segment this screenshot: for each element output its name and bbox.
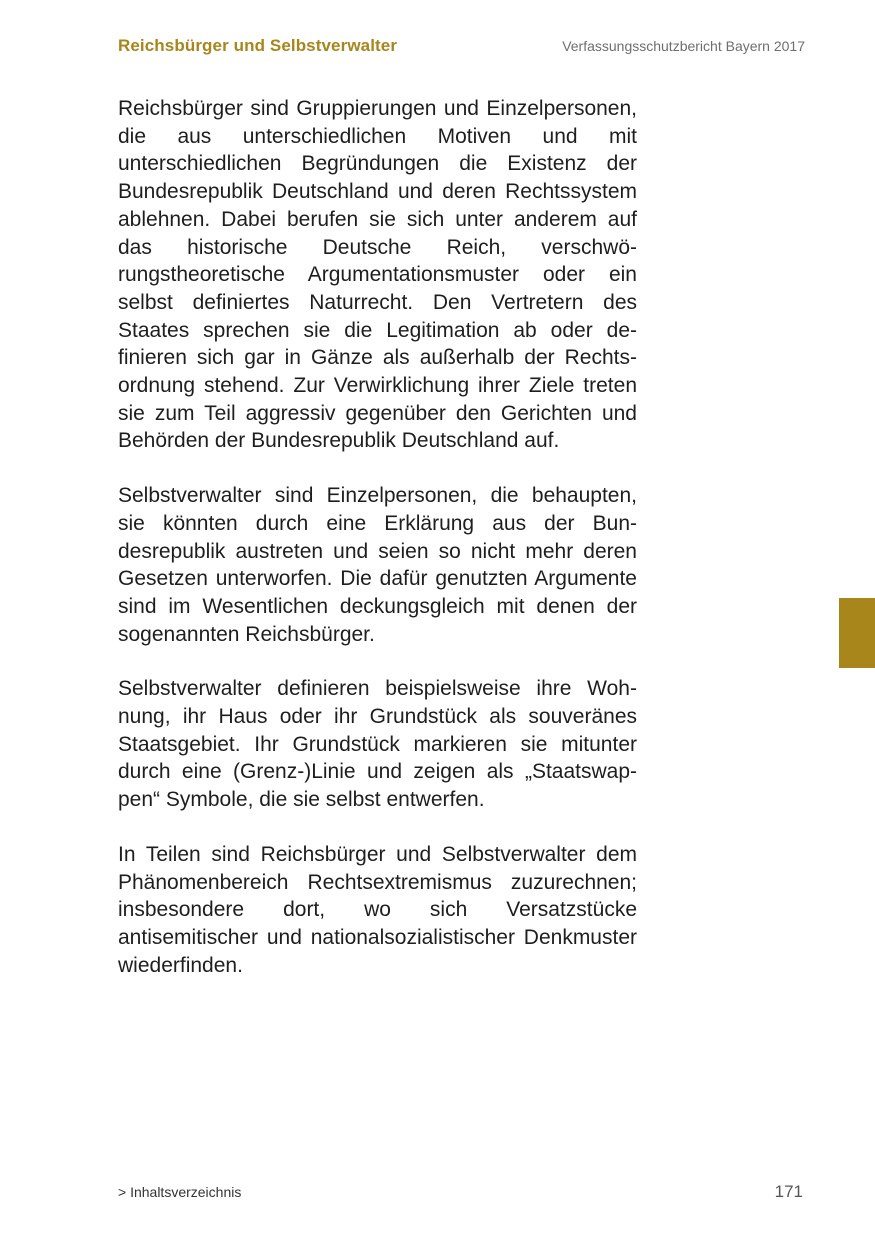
page-number: 171 — [774, 1182, 803, 1201]
paragraph-staatsgebiet: Selbstverwalter definieren beispielsweise ihre Wohnung, ihr Haus oder ihr Grundstück als souveränes Staatsgebiet. Ihr Grundstück markieren sie mitunter durch eine (Grenz-)Linie und zeigen als „Staatswappen“ Symbole, die sie selbst entwerfen. — [118, 677, 637, 812]
chapter-tab-marker — [839, 598, 875, 668]
paragraph-selbstverwalter: Selbstverwalter sind Einzelpersonen, die behaupten, sie könnten durch eine Erklärung aus der Bundesrepublik austreten und seien so nicht mehr deren Gesetzen unterworfen. Die dafür genutzten Argumente sind im Wesentlichen deckungsgleich mit denen der sogenannten Reichsbürger. — [118, 484, 637, 646]
report-title: Verfassungsschutzbericht Bayern 2017 — [562, 38, 805, 54]
section-title: Reichsbürger und Selbstverwalter — [118, 36, 398, 55]
body-text — [118, 95, 637, 1006]
paragraph-reichsbuerger: Reichsbürger sind Gruppierungen und Einzelpersonen, die aus unterschiedlichen Motiven und mit unterschiedlichen Begründungen die Existenz der Bundesrepublik Deutschland und deren Rechtssystem ablehnen. Dabei berufen sie sich unter anderem auf das historische Deutsche Reich, verschwörungstheoretische Argumentationsmuster oder ein selbst definiertes Naturrecht. Den Vertretern des Staates sprechen sie die Legitimation ab oder definieren sich gar in Gänze als außerhalb der Rechtsordnung stehend. Zur Verwirklichung ihrer Ziele treten sie zum Teil aggressiv gegenüber den Gerichten und Behörden der Bundesrepublik Deutschland auf. — [118, 97, 637, 453]
toc-link[interactable]: > Inhaltsverzeichnis — [118, 1184, 242, 1200]
paragraph-rechtsextremismus: In Teilen sind Reichsbürger und Selbstverwalter dem Phänomenbereich Rechtsextremismus zuzurechnen; insbesondere dort, wo sich Versatzstücke antisemitischer und nationalsozialistischer Denkmuster wiederfinden. — [118, 842, 637, 977]
